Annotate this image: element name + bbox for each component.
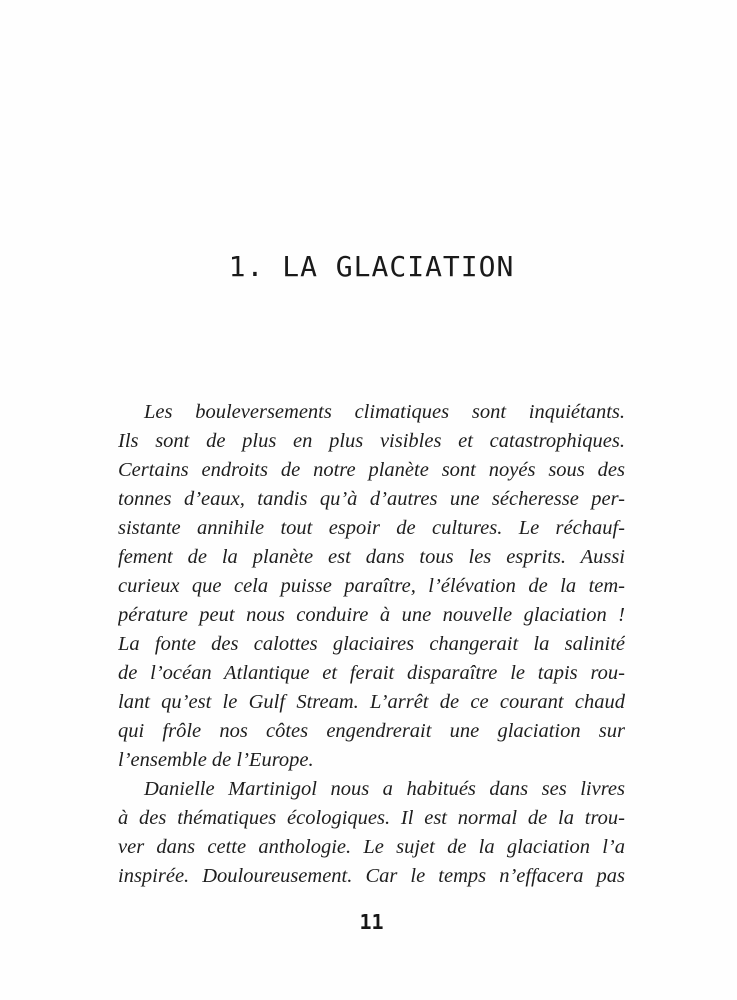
text-line: Certains endroits de notre planète sont noyés sous des <box>118 459 625 481</box>
paragraph <box>118 398 625 775</box>
text-line: lant qu’est le Gulf Stream. L’arrêt de ce courant chaud <box>118 691 625 713</box>
paragraph <box>118 775 625 891</box>
text-line: ver dans cette anthologie. Le sujet de la glaciation l’a <box>118 836 625 858</box>
text-line: La fonte des calottes glaciaires changerait la salinité <box>118 633 625 655</box>
text-line: Danielle Martinigol nous a habitués dans ses livres <box>144 778 625 800</box>
text-line: Les bouleversements climatiques sont inquiétants. <box>144 401 625 423</box>
text-line: inspirée. Douloureusement. Car le temps n’effacera pas <box>118 865 625 887</box>
text-line: tonnes d’eaux, tandis qu’à d’autres une sécheresse per- <box>118 488 625 510</box>
text-line: Ils sont de plus en plus visibles et catastrophiques. <box>118 430 625 452</box>
text-line: l’ensemble de l’Europe. <box>118 749 314 771</box>
text-line: fement de la planète est dans tous les esprits. Aussi <box>118 546 625 568</box>
page-number: 11 <box>359 910 384 934</box>
text-line: sistante annihile tout espoir de cultures. Le réchauf- <box>118 517 625 539</box>
chapter-title: 1. LA GLACIATION <box>228 250 515 283</box>
text-line: de l’océan Atlantique et ferait disparaître le tapis rou- <box>118 662 625 684</box>
text-line: à des thématiques écologiques. Il est normal de la trou- <box>118 807 625 829</box>
body-text-block <box>118 398 625 891</box>
text-line: curieux que cela puisse paraître, l’élévation de la tem- <box>118 575 625 597</box>
text-line: pérature peut nous conduire à une nouvelle glaciation ! <box>118 604 625 626</box>
text-line: qui frôle nos côtes engendrerait une glaciation sur <box>118 720 625 742</box>
